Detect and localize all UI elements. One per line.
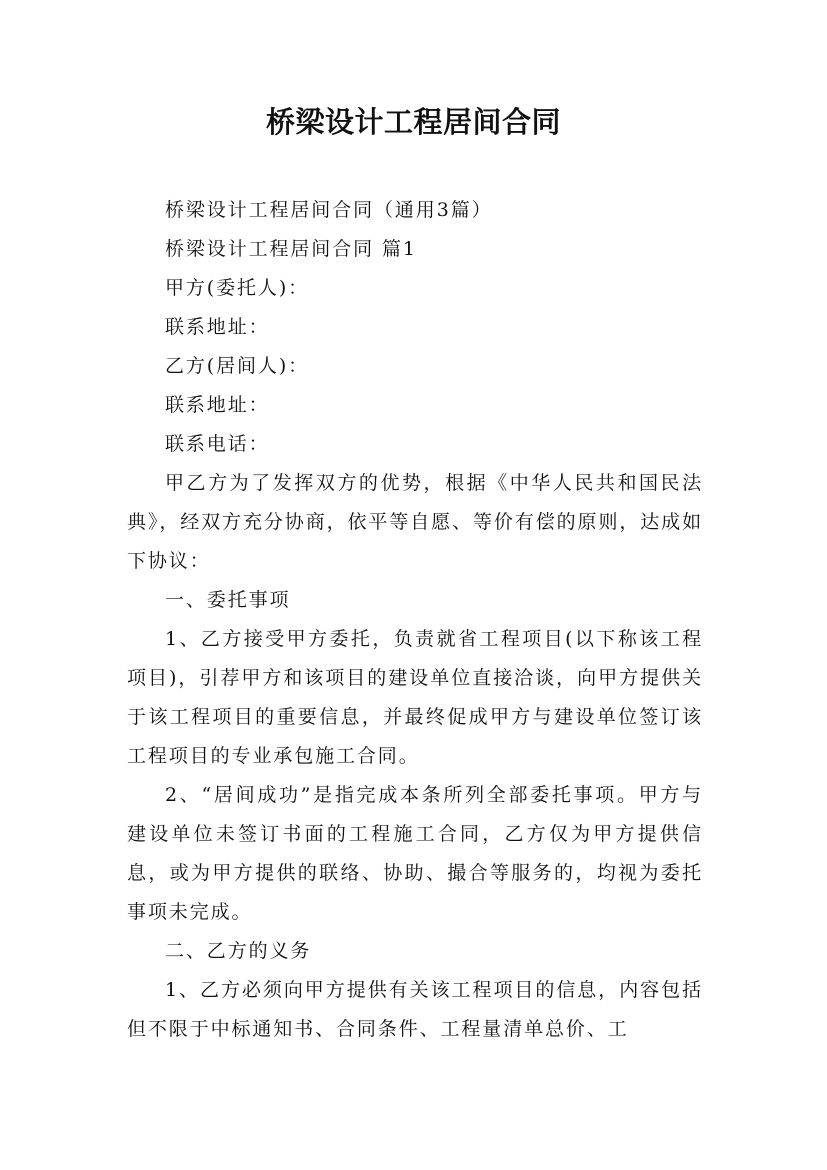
document-body xyxy=(127,191,703,1049)
paragraph-clause-2-1: 1、乙方必须向甲方提供有关该工程项目的信息，内容包括但不限于中标通知书、合同条件、工程量清单总价、工 xyxy=(127,979,703,1040)
paragraph-section-heading: 桥梁设计工程居间合同 篇1 xyxy=(165,238,417,260)
paragraph-party-a-address: 联系地址： xyxy=(165,316,270,338)
paragraph-party-b-address: 联系地址： xyxy=(165,394,270,416)
paragraph-party-a: 甲方(委托人)： xyxy=(165,277,310,299)
paragraph-heading-entrusted-matters: 一、委托事项 xyxy=(165,589,291,611)
document-title: 桥梁设计工程居间合同 xyxy=(265,105,561,139)
paragraph-clause-1-1: 1、乙方接受甲方委托，负责就省工程项目(以下称该工程项目)，引荐甲方和该项目的建设单位直接洽谈，向甲方提供关于该工程项目的重要信息，并最终促成甲方与建设单位签订该工程项目的专业承包施工合同。 xyxy=(127,628,703,767)
paragraph-heading-party-b-obligations: 二、乙方的义务 xyxy=(165,940,312,962)
paragraph-clause-1-2: 2、“居间成功”是指完成本条所列全部委托事项。甲方与建设单位未签订书面的工程施工合同，乙方仅为甲方提供信息，或为甲方提供的联络、协助、撮合等服务的，均视为委托事项未完成。 xyxy=(127,784,703,923)
paragraph-party-b: 乙方(居间人)： xyxy=(165,355,310,377)
paragraph-subtitle: 桥梁设计工程居间合同（通用3篇） xyxy=(165,199,493,221)
paragraph-party-b-phone: 联系电话： xyxy=(165,433,270,455)
paragraph-preamble: 甲乙方为了发挥双方的优势，根据《中华人民共和国民法典》，经双方充分协商，依平等自愿、等价有偿的原则，达成如下协议： xyxy=(127,472,703,572)
